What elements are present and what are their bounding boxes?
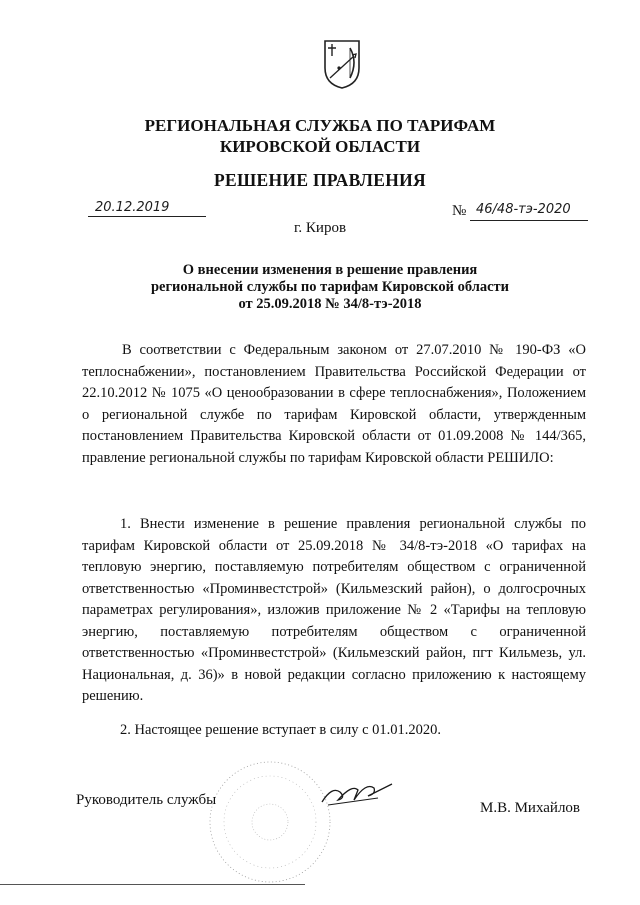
handwritten-signature-icon (318, 778, 398, 808)
signer-name: М.В. Михайлов (480, 800, 581, 816)
decision-item-1: 1. Внести изменение в решение правления региональной службы по тарифам Кировской области от 25.09.2018 № 34/8-тэ-2018 «О тарифах на тепловую энергию, поставляемую потребителям обществом с ограниченной ответственностью «Проминвестстрой» (Кильмезский район), о долгосрочных параметрах регулирования», изложив приложение № 2 «Тарифы на тепловую энергию, поставляемую потребителям обществом с ограниченной ответственностью «Проминвестстрой» (Кильмезский район, пгт Кильмезь, ул. Национальная, д. 36)» в новой редакции согласно приложению к настоящему решению. (82, 516, 586, 704)
decision-number: 46/48-тэ-2020 (476, 202, 571, 217)
signer-role: Руководитель службы (76, 792, 217, 808)
footer-rule (0, 884, 305, 885)
date-underline (88, 216, 206, 217)
decision-date: 20.12.2019 (95, 200, 170, 215)
preamble-paragraph: В соответствии с Федеральным законом от 27.07.2010 № 190-ФЗ «О теплоснабжении», постановлением Правительства Российской Федерации от 22.10.2012 № 1075 «О ценообразовании в сфере теплоснабжения», Положением о региональной службе по тарифам Кировской области, утвержденным постановлением Правительства Кировской области от 01.09.2008 № 144/365, правление региональной службы по тарифам Кировской области РЕШИЛО: (82, 342, 586, 466)
kirov-oblast-coat-of-arms-icon (322, 38, 362, 90)
decision-subject: О внесении изменения в решение правления региональной службы по тарифам Кировской области от 25.09.2018 № 34/8-тэ-2018 (150, 262, 510, 312)
number-sign: № (452, 203, 467, 219)
agency-name-line1: РЕГИОНАЛЬНАЯ СЛУЖБА ПО ТАРИФАМ (144, 116, 496, 135)
decision-item-2: 2. Настоящее решение вступает в силу с 01.01.2020. (120, 722, 442, 738)
document-title: РЕШЕНИЕ ПРАВЛЕНИЯ (214, 170, 426, 190)
city: г. Киров (293, 220, 347, 236)
official-seal-icon (205, 755, 335, 890)
agency-name-line2: КИРОВСКОЙ ОБЛАСТИ (219, 137, 421, 156)
